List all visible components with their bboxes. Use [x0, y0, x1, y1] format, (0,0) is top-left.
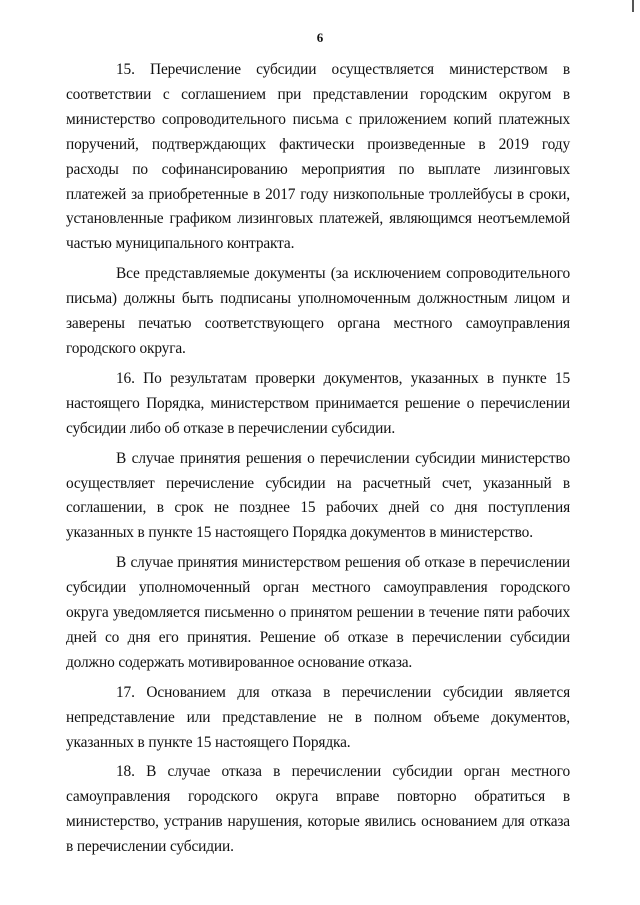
paragraph-15: 15. Перечисление субсидии осуществляется министерством в соответствии с соглашением при представлении городским округом в министерство сопроводительного письма с приложением копий платежных поручений, подтверждающих фактически произведенные в 2019 году расходы по софинансированию мероприятия по выплате лизинговых платежей за приобретенные в 2017 году низкопольные троллейбусы в сроки, установленные графиком лизинговых платежей, являющимся неотъемлемой частью муниципального контракта. [66, 61, 570, 253]
paragraph-16-refusal: В случае принятия министерством решения об отказе в перечислении субсидии уполномоченный орган местного самоуправления городского округа уведомляется письменно о принятом решении в течение пяти рабочих дней со дня его принятия. Решение об отказе в перечислении субсидии должно содержать мотивированное основание отказа. [66, 554, 570, 671]
paragraph-16: 16. По результатам проверки документов, указанных в пункте 15 настоящего Порядка, министерством принимается решение о перечислении субсидии либо об отказе в перечислении субсидии. [66, 369, 570, 437]
paragraph-15-documents: Все представляемые документы (за исключением сопроводительного письма) должны быть подписаны уполномоченным должностным лицом и заверены печатью соответствующего органа местного самоуправления городского округа. [66, 265, 570, 357]
page-number: 6 [316, 30, 324, 45]
paragraph-18: 18. В случае отказа в перечислении субсидии орган местного самоуправления городского округа вправе повторно обратиться в министерство, устранив нарушения, которые явились основанием для отказа в перечислении субсидии. [66, 763, 570, 856]
document-body [66, 58, 570, 860]
paragraph-17: 17. Основанием для отказа в перечислении субсидии является непредставление или представление не в полном объеме документов, указанных в пункте 15 настоящего Порядка. [66, 683, 570, 751]
paragraph-16-approval: В случае принятия решения о перечислении субсидии министерство осуществляет перечисление субсидии на расчетный счет, указанный в соглашении, в срок не позднее 15 рабочих дней со дня поступления указанных в пункте 15 настоящего Порядка документов в министерство. [66, 449, 570, 542]
scan-edge-mark [632, 0, 634, 12]
